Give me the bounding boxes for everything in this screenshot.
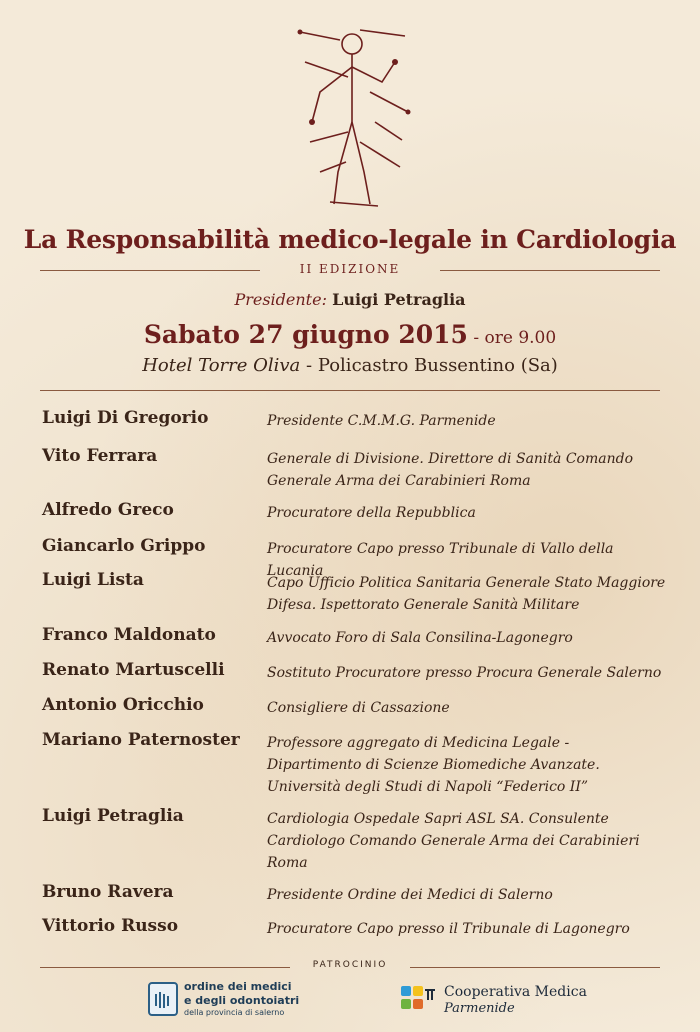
speaker-role: Avvocato Foro di Sala Consilina-Lagonegro (267, 630, 573, 646)
speaker-role: Sostituto Procuratore presso Procura Generale Salerno (267, 665, 662, 681)
edition-label: II EDIZIONE (299, 262, 401, 276)
event-date-line (0, 320, 700, 349)
speaker-name: Vittorio Russo (42, 916, 179, 936)
president-line (0, 290, 700, 309)
logo1-line3: della provincia di salerno (184, 1008, 285, 1017)
logo2-line2: Parmenide (444, 1001, 515, 1016)
speaker-name: Luigi Petraglia (42, 806, 184, 826)
venue-line (0, 355, 700, 376)
president-label: Presidente: (234, 290, 327, 309)
speaker-role: Presidente C.M.M.G. Parmenide (267, 413, 496, 429)
speaker-role: Cardiologia Ospedale Sapri ASL SA. Consulente Cardiologo Comando Generale Arma dei Carabinieri Roma (267, 811, 640, 871)
venue-hotel: Hotel Torre Oliva (142, 355, 301, 376)
cooperativa-parmenide-logo (400, 984, 600, 1024)
president-name: Luigi Petraglia (332, 290, 466, 309)
patronage-label: PATROCINIO (312, 960, 388, 970)
speaker-name: Franco Maldonato (42, 625, 216, 645)
speaker-role: Presidente Ordine dei Medici di Salerno (267, 887, 553, 903)
edition-row (40, 262, 660, 280)
divider (410, 967, 660, 968)
divider (440, 270, 660, 271)
speaker-role: Professore aggregato di Medicina Legale - Dipartimento di Scienze Biomediche Avanzate. Università degli Studi di Napoli “Federico II” (267, 735, 600, 795)
logo1-line1: ordine dei medici (184, 980, 292, 993)
speaker-name: Luigi Di Gregorio (42, 408, 209, 428)
venue-place: - Policastro Bussentino (Sa) (306, 355, 558, 376)
logo2-line1: Cooperativa Medica (444, 984, 587, 1000)
event-time: - ore 9.00 (473, 328, 557, 348)
speaker-name: Alfredo Greco (42, 500, 174, 520)
speaker-role: Procuratore Capo presso Tribunale di Vallo della Lucania (267, 541, 614, 579)
speaker-name: Giancarlo Grippo (42, 536, 206, 556)
patronage-row (40, 960, 660, 974)
cooperativa-emblem-icon (400, 984, 436, 1014)
speaker-role: Consigliere di Cassazione (267, 700, 450, 716)
speaker-role: Procuratore Capo presso il Tribunale di Lagonegro (267, 921, 630, 937)
speaker-role: Procuratore della Repubblica (267, 505, 476, 521)
event-date: Sabato 27 giugno 2015 (143, 320, 468, 349)
event-title: La Responsabilità medico-legale in Cardiologia (23, 225, 677, 254)
logo1-line2: e degli odontoiatri (184, 994, 300, 1007)
speaker-name: Vito Ferrara (42, 446, 158, 466)
wound-man-illustration (290, 22, 415, 212)
speaker-name: Renato Martuscelli (42, 660, 225, 680)
ordine-medici-logo (148, 980, 368, 1024)
ordine-medici-emblem-icon (148, 982, 178, 1016)
speaker-name: Luigi Lista (42, 570, 144, 590)
speaker-role: Generale di Divisione. Direttore di Sanità Comando Generale Arma dei Carabinieri Roma (267, 451, 633, 489)
speaker-name: Antonio Oricchio (42, 695, 204, 715)
speaker-name: Bruno Ravera (42, 882, 174, 902)
divider (40, 390, 660, 391)
speaker-name: Mariano Paternoster (42, 730, 240, 750)
speaker-role: Capo Ufficio Politica Sanitaria Generale Stato Maggiore Difesa. Ispettorato Generale Sanità Militare (267, 575, 666, 613)
